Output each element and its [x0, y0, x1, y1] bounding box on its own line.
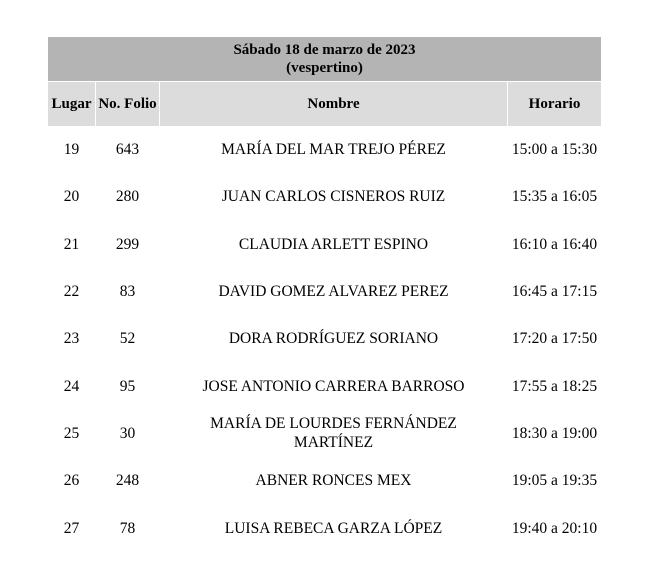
cell-horario: 17:55 a 18:25	[511, 377, 598, 395]
cell-folio: 280	[115, 188, 140, 206]
cell-nombre: LUISA REBECA GARZA LÓPEZ	[224, 519, 443, 537]
cell-nombre: JOSE ANTONIO CARRERA BARROSO	[202, 377, 465, 395]
cell-lugar: 20	[63, 188, 80, 206]
cell-folio: 643	[115, 141, 140, 159]
cell-lugar: 22	[63, 283, 80, 301]
cell-nombre: CLAUDIA ARLETT ESPINO	[238, 235, 429, 253]
table-body	[48, 126, 601, 552]
cell-horario: 15:35 a 16:05	[511, 188, 598, 206]
table-row	[48, 362, 601, 409]
cell-lugar: 24	[63, 377, 80, 395]
cell-lugar: 19	[63, 141, 80, 159]
cell-folio: 83	[119, 283, 136, 301]
table-row	[48, 173, 601, 220]
table-row	[48, 315, 601, 362]
cell-horario: 16:10 a 16:40	[511, 235, 598, 253]
cell-folio: 248	[115, 472, 140, 490]
cell-folio: 78	[119, 519, 136, 537]
cell-horario: 18:30 a 19:00	[511, 424, 598, 442]
cell-horario: 15:00 a 15:30	[511, 141, 598, 159]
cell-nombre: DAVID GOMEZ ALVAREZ PEREZ	[218, 283, 449, 301]
table-row	[48, 268, 601, 315]
column-header-lugar: Lugar	[48, 82, 95, 126]
cell-folio: 95	[119, 377, 136, 395]
table-row	[48, 221, 601, 268]
column-header-horario: Horario	[508, 82, 601, 126]
cell-horario: 17:20 a 17:50	[511, 330, 598, 348]
cell-lugar: 23	[63, 330, 80, 348]
table-row	[48, 126, 601, 173]
table-row	[48, 504, 601, 551]
cell-lugar: 25	[63, 424, 80, 442]
cell-lugar: 21	[63, 235, 80, 253]
cell-lugar: 26	[63, 472, 80, 490]
column-header-folio: No. Folio	[96, 82, 159, 126]
cell-folio: 30	[119, 424, 136, 442]
cell-nombre: DORA RODRÍGUEZ SORIANO	[228, 330, 439, 348]
schedule-table	[48, 37, 601, 552]
cell-lugar: 27	[63, 519, 80, 537]
column-header-nombre: Nombre	[160, 82, 507, 126]
cell-horario: 19:40 a 20:10	[511, 519, 598, 537]
table-row	[48, 410, 601, 457]
table-row	[48, 457, 601, 504]
cell-nombre: ABNER RONCES MEX	[255, 472, 412, 490]
cell-horario: 19:05 a 19:35	[511, 472, 598, 490]
cell-folio: 299	[115, 235, 140, 253]
cell-folio: 52	[119, 330, 136, 348]
cell-nombre: MARÍA DEL MAR TREJO PÉREZ	[221, 141, 446, 159]
table-title	[48, 37, 601, 81]
cell-nombre: JUAN CARLOS CISNEROS RUIZ	[221, 188, 446, 206]
table-header-row	[48, 81, 601, 126]
cell-nombre: MARÍA DE LOURDES FERNÁNDEZ MARTÍNEZ	[210, 415, 457, 452]
cell-horario: 16:45 a 17:15	[511, 283, 598, 301]
table-title-date: Sábado 18 de marzo de 2023	[233, 42, 416, 58]
table-title-session: (vespertino)	[286, 60, 363, 76]
